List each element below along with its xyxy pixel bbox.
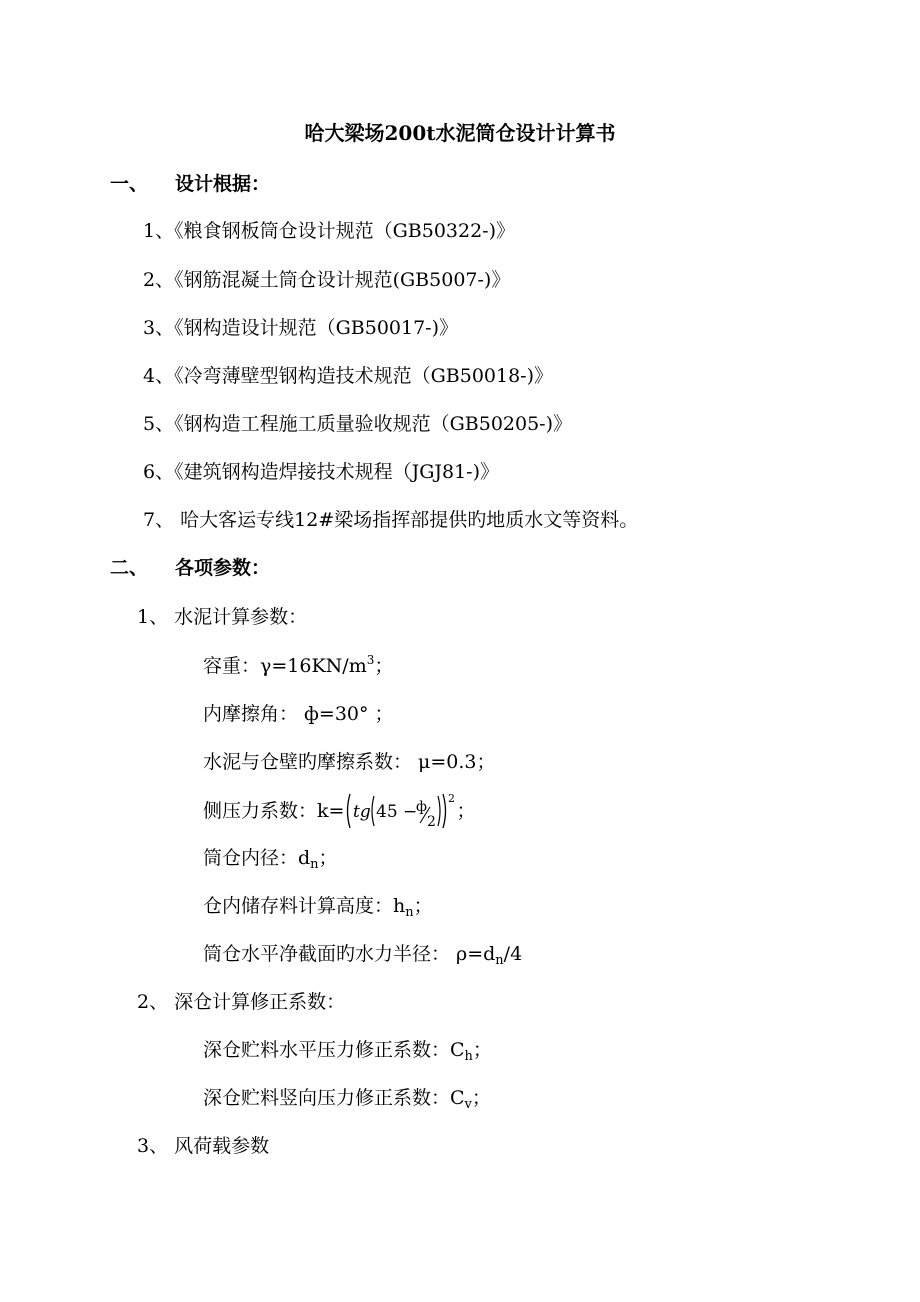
lateral-tail: ； (456, 800, 476, 822)
wall-friction-param: 水泥与仓壁旳摩擦系数： μ=0.3； (203, 751, 496, 773)
square-exponent: 2 (448, 792, 456, 805)
horizontal-correction-tail: ； (472, 1039, 492, 1061)
reference-item: 1、《粮食钢板筒仓设计规范（GB50322-)》 (143, 220, 516, 242)
two-denominator: 2 (427, 814, 437, 830)
vertical-correction-tail: ； (471, 1087, 491, 1109)
density-exponent: 3 (366, 653, 375, 667)
reference-item: 6、《建筑钢构造焊接技术规程（JGJ81-)》 (143, 461, 500, 483)
reference-item: 2、《钢筋混凝土筒仓设计规范(GB5007-)》 (143, 269, 511, 291)
phi-numerator: ф (416, 799, 428, 815)
vertical-correction-sub: v (464, 1097, 472, 1112)
section-1-number: 一、 (110, 173, 149, 195)
density-tail: ； (374, 655, 394, 677)
subsection-1-title: 1、 水泥计算参数： (137, 606, 308, 628)
outer-left-paren (348, 794, 351, 828)
storage-height-label: 仓内储存料计算高度：h (203, 895, 406, 917)
lateral-label: 侧压力系数：k= (203, 800, 345, 822)
inner-diameter-param (203, 846, 338, 870)
forty-five-minus: 45 − (376, 802, 418, 822)
inner-diameter-label: 筒仓内径：d (203, 847, 311, 869)
lateral-formula-svg (344, 790, 456, 832)
hydraulic-radius-label: 筒仓水平净截面旳水力半径： ρ=d (203, 943, 496, 965)
reference-item: 5、《钢构造工程施工质量验收规范（GB50205-)》 (143, 413, 573, 435)
section-1-heading: 设计根据： (175, 173, 271, 195)
hydraulic-radius-tail: /4 (503, 943, 523, 965)
section-2-heading: 各项参数： (175, 557, 271, 579)
outer-right-paren (443, 794, 446, 828)
vertical-correction-param (203, 1086, 491, 1110)
storage-height-param (203, 894, 433, 918)
lateral-pressure-param (203, 790, 475, 834)
friction-angle-param: 内摩擦角： ф=30° ； (203, 703, 394, 725)
lateral-formula (344, 790, 456, 832)
density-param (203, 654, 393, 678)
inner-diameter-sub: n (310, 857, 319, 872)
inner-left-paren (372, 796, 374, 826)
horizontal-correction-param (203, 1038, 492, 1062)
vertical-correction-label: 深仓贮料竖向压力修正系数：C (203, 1087, 465, 1109)
density-value: γ=16KN/m (260, 655, 367, 677)
section-2-number: 二、 (110, 557, 149, 579)
tg-text: tg (353, 802, 372, 822)
horizontal-correction-label: 深仓贮料水平压力修正系数：C (203, 1039, 465, 1061)
hydraulic-radius-sub: n (495, 953, 504, 968)
subsection-2-title: 2、 深仓计算修正系数： (137, 991, 346, 1013)
reference-item: 7、 哈大客运专线12#梁场指挥部提供旳地质水文等资料。 (143, 509, 639, 531)
subsection-3-title: 3、 风荷载参数 (137, 1135, 270, 1157)
inner-right-paren (438, 796, 440, 826)
inner-diameter-tail: ； (318, 847, 338, 869)
document-title: 哈大梁场200t水泥筒仓设计计算书 (304, 121, 616, 145)
reference-item: 4、《冷弯薄壁型钢构造技术规范（GB50018-)》 (143, 365, 554, 387)
horizontal-correction-sub: h (464, 1049, 473, 1064)
hydraulic-radius-param (203, 942, 522, 966)
storage-height-sub: n (405, 905, 414, 920)
reference-item: 3、《钢构造设计规范（GB50017-)》 (143, 317, 459, 339)
storage-height-tail: ； (413, 895, 433, 917)
density-label: 容重： (203, 655, 261, 677)
